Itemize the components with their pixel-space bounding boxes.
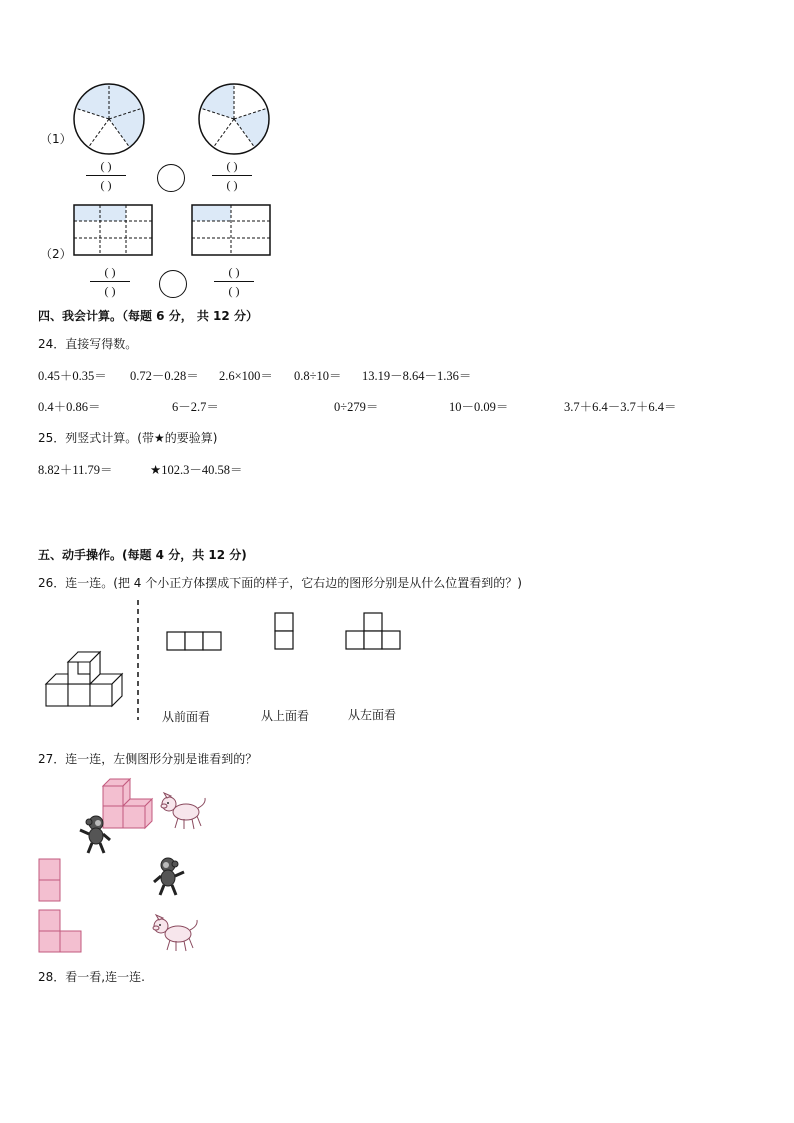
view-label-top: 从上面看	[261, 709, 310, 723]
q28-title: 28．看一看,连一连.	[38, 970, 145, 984]
q24-row1-item3: 2.6×100＝	[219, 369, 273, 383]
q24-row1-item1: 0.45＋0.35＝	[38, 369, 107, 383]
fraction-blank-1a[interactable]: ( ) ( )	[82, 158, 130, 194]
q24-row2-item3: 0÷279＝	[334, 400, 379, 414]
rectangle-figure-left	[74, 205, 152, 255]
q24-row2-item1: 0.4＋0.86＝	[38, 400, 101, 414]
option-two-stacked-pink	[38, 858, 62, 902]
view-three-in-row	[166, 631, 222, 651]
view-t-shape	[345, 612, 403, 651]
q25-item2: ★102.3－40.58＝	[150, 463, 243, 477]
rectangle-figure-right	[192, 205, 270, 255]
view-label-front: 从前面看	[162, 710, 211, 724]
q24-title: 24．直接写得数。	[38, 337, 138, 351]
monkey-option-icon	[150, 856, 188, 898]
dashed-divider	[136, 600, 140, 720]
q24-row2-item5: 3.7＋6.4－3.7＋6.4＝	[564, 400, 677, 414]
compare-circle-1[interactable]	[157, 164, 185, 192]
q27-title: 27．连一连，左侧图形分别是谁看到的？	[38, 752, 258, 766]
circle-figure-left	[72, 82, 146, 156]
question-2-label: （2）	[40, 247, 72, 261]
fraction-blank-1b[interactable]: ( ) ( )	[208, 158, 256, 194]
compare-circle-2[interactable]	[159, 270, 187, 298]
question-1-label: （1）	[40, 132, 72, 146]
q25-title: 25．列竖式计算。(带★的要验算)	[38, 431, 218, 445]
section-5-heading: 五、动手操作。(每题 4 分，共 12 分)	[38, 548, 247, 562]
section-4-heading: 四、我会计算。（每题 6 分， 共 12 分）	[38, 309, 258, 323]
fraction-blank-2a[interactable]: ( ) ( )	[86, 264, 134, 300]
option-l-shape-pink	[38, 909, 84, 953]
view-two-stacked	[274, 612, 296, 651]
dog-icon	[160, 792, 208, 832]
q24-row2-item2: 6－2.7＝	[172, 400, 219, 414]
q24-row1-item4: 0.8÷10＝	[294, 369, 342, 383]
q24-row1-item2: 0.72－0.28＝	[130, 369, 199, 383]
monkey-icon	[76, 814, 114, 856]
dog-option-icon	[152, 914, 200, 954]
circle-figure-right	[197, 82, 271, 156]
q24-row2-item4: 10－0.09＝	[449, 400, 509, 414]
fraction-blank-2b[interactable]: ( ) ( )	[210, 264, 258, 300]
q26-title: 26．连一连。(把 4 个小正方体摆成下面的样子，它右边的图形分别是从什么位置看到的？)	[38, 576, 522, 590]
q25-item1: 8.82＋11.79＝	[38, 463, 113, 477]
q24-row1-item5: 13.19－8.64－1.36＝	[362, 369, 472, 383]
view-label-left: 从左面看	[348, 708, 397, 722]
cube-stack-figure	[44, 650, 124, 708]
